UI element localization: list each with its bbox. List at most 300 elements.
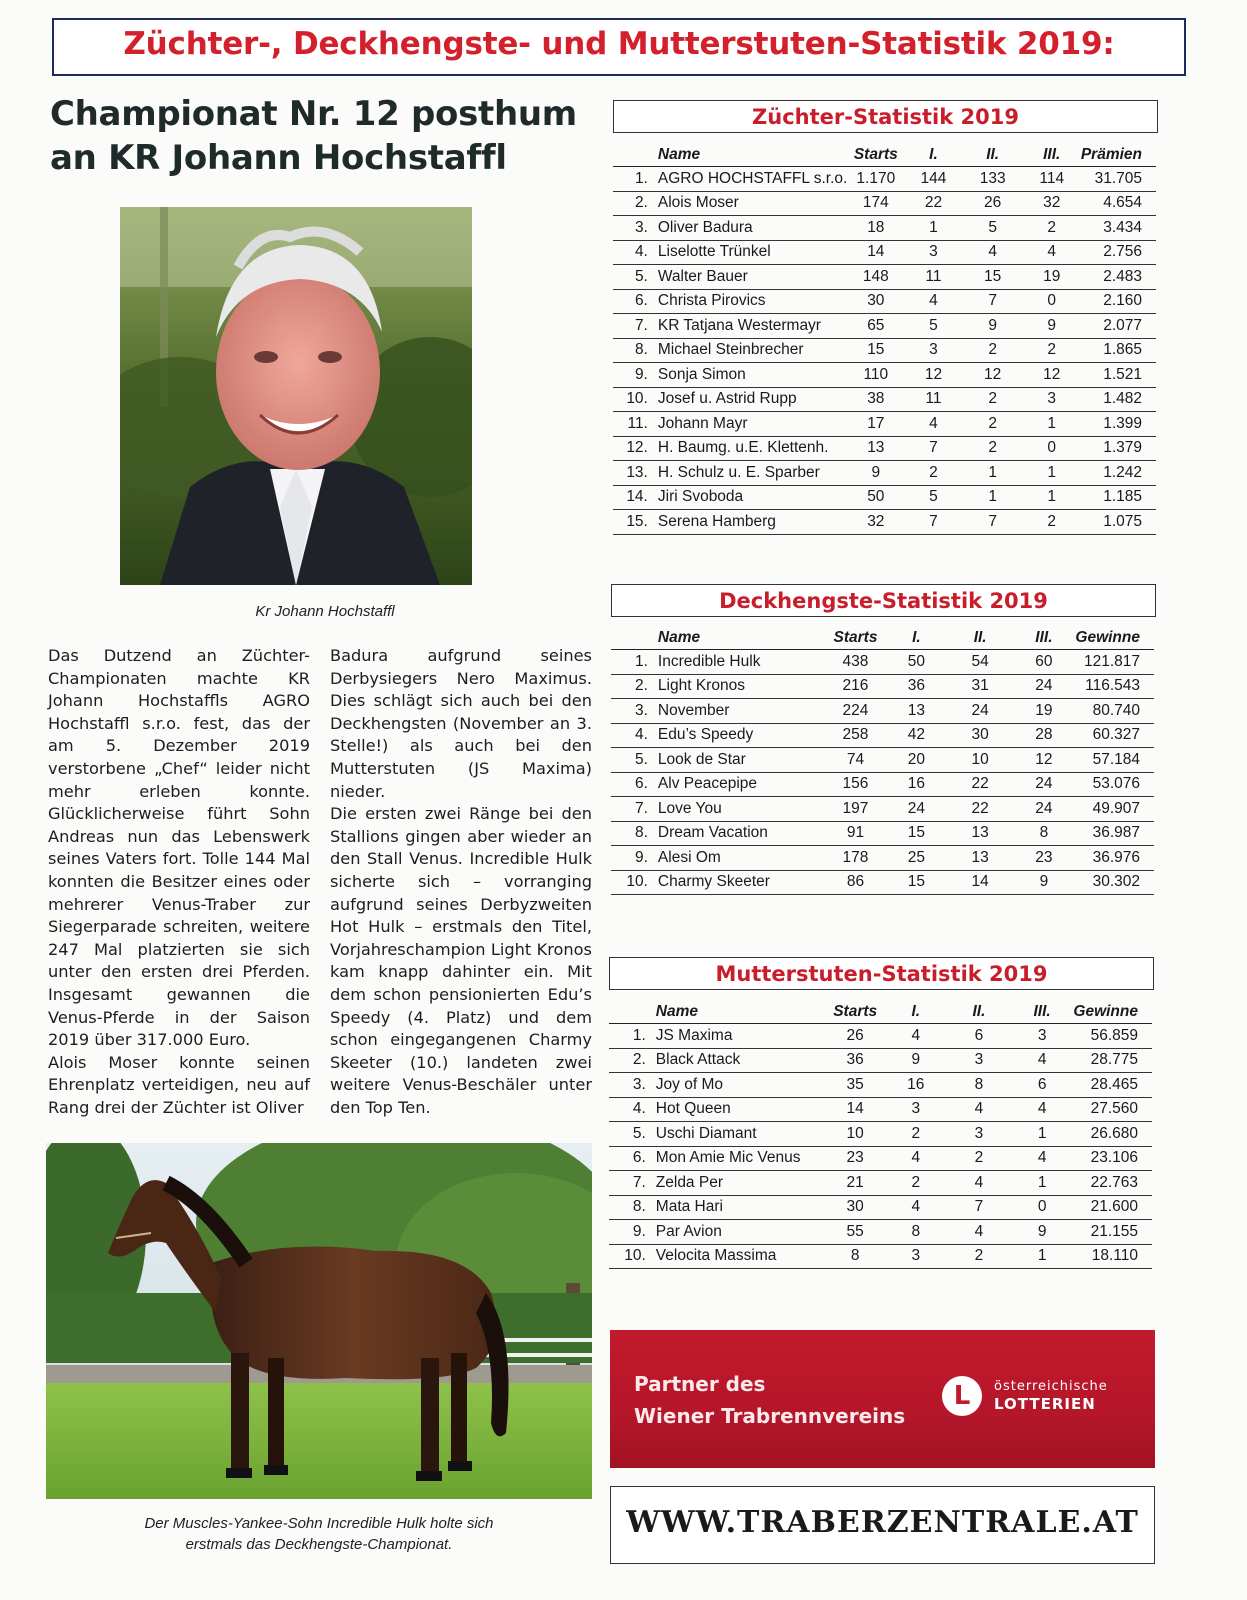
rank-cell: 2. (611, 674, 654, 699)
third-cell: 0 (1023, 289, 1081, 314)
table-row (611, 674, 1154, 699)
second-cell: 1 (963, 485, 1023, 510)
column-header-name: Name (654, 627, 826, 650)
first-cell: 5 (904, 485, 962, 510)
article-headline (50, 92, 610, 180)
name-cell: Michael Steinbrecher (654, 338, 847, 363)
portrait-photo (120, 207, 472, 585)
table-row (609, 1244, 1152, 1269)
first-cell: 42 (885, 723, 948, 748)
first-cell: 3 (885, 1244, 947, 1269)
starts-cell: 9 (847, 461, 904, 486)
rank-cell: 14. (613, 485, 654, 510)
article-paragraph: Badura aufgrund seines Derbysiegers Nero Maximus. Dies schlägt sich auch bei den Deckhengsten (November an 3. Stelle!) als auch bei den Mutterstuten (JS Maxima) nieder. (330, 646, 592, 801)
amount-cell: 1.185 (1081, 485, 1156, 510)
banner-title: Züchter-, Deckhengste- und Mutterstuten-Statistik 2019: (123, 26, 1115, 62)
second-cell: 12 (963, 363, 1023, 388)
rank-cell: 7. (611, 797, 654, 822)
name-cell: Charmy Skeeter (654, 870, 826, 895)
table-row (613, 436, 1156, 461)
banner (52, 18, 1186, 76)
second-cell: 13 (948, 821, 1013, 846)
column-header-starts: Starts (826, 1001, 885, 1024)
second-cell: 5 (963, 216, 1023, 241)
column-header-starts: Starts (847, 144, 904, 167)
starts-cell: 36 (826, 1048, 885, 1073)
third-cell: 1 (1011, 1244, 1073, 1269)
table-row (609, 1048, 1152, 1073)
first-cell: 3 (904, 240, 962, 265)
starts-cell: 91 (826, 821, 885, 846)
name-cell: Liselotte Trünkel (654, 240, 847, 265)
amount-cell: 121.817 (1075, 650, 1154, 675)
second-cell: 2 (963, 436, 1023, 461)
third-cell: 19 (1023, 265, 1081, 290)
name-cell: Zelda Per (652, 1171, 826, 1196)
second-cell: 1 (963, 461, 1023, 486)
name-cell: Johann Mayr (654, 412, 847, 437)
table-row (613, 461, 1156, 486)
third-cell: 0 (1011, 1195, 1073, 1220)
table-row (609, 1171, 1152, 1196)
article-column-1 (48, 645, 310, 1119)
ad-text (634, 1368, 905, 1432)
name-cell: Alois Moser (654, 191, 847, 216)
second-cell: 4 (963, 240, 1023, 265)
starts-cell: 156 (826, 772, 885, 797)
second-cell: 8 (947, 1073, 1011, 1098)
name-cell: Alesi Om (654, 846, 826, 871)
first-cell: 11 (904, 387, 962, 412)
rank-cell: 3. (613, 216, 654, 241)
name-cell: H. Baumg. u.E. Klettenh. (654, 436, 847, 461)
lotterien-logo-icon (942, 1376, 982, 1416)
first-cell: 9 (885, 1048, 947, 1073)
name-cell: November (654, 699, 826, 724)
starts-cell: 50 (847, 485, 904, 510)
third-cell: 1 (1011, 1122, 1073, 1147)
zuechter-table-title: Züchter-Statistik 2019 (752, 105, 1019, 129)
horse-caption-line-1: Der Muscles-Yankee-Sohn Incredible Hulk holte sich (144, 1515, 494, 1532)
rank-cell: 9. (611, 846, 654, 871)
deckhengste-table-title: Deckhengste-Statistik 2019 (719, 589, 1048, 613)
amount-cell: 36.987 (1075, 821, 1154, 846)
second-cell: 10 (948, 748, 1013, 773)
column-header-winnings: Gewinne (1073, 1001, 1152, 1024)
starts-cell: 14 (826, 1097, 885, 1122)
first-cell: 8 (885, 1220, 947, 1245)
rank-cell: 3. (611, 699, 654, 724)
third-cell: 24 (1013, 772, 1076, 797)
name-cell: Hot Queen (652, 1097, 826, 1122)
first-cell: 15 (885, 821, 948, 846)
amount-cell: 30.302 (1075, 870, 1154, 895)
second-cell: 13 (948, 846, 1013, 871)
rank-cell: 8. (613, 338, 654, 363)
starts-cell: 15 (847, 338, 904, 363)
second-cell: 2 (947, 1244, 1011, 1269)
third-cell: 4 (1011, 1146, 1073, 1171)
table-row (611, 870, 1154, 895)
table-header-row (613, 144, 1156, 167)
table-row (613, 289, 1156, 314)
horse-photo (46, 1143, 592, 1499)
third-cell: 28 (1013, 723, 1076, 748)
second-cell: 3 (947, 1048, 1011, 1073)
rank-cell: 10. (611, 870, 654, 895)
third-cell: 6 (1011, 1073, 1073, 1098)
second-cell: 3 (947, 1122, 1011, 1147)
amount-cell: 21.155 (1073, 1220, 1152, 1245)
amount-cell: 2.160 (1081, 289, 1156, 314)
name-cell: Look de Star (654, 748, 826, 773)
table-row (613, 387, 1156, 412)
third-cell: 4 (1023, 240, 1081, 265)
first-cell: 1 (904, 216, 962, 241)
column-header-rank (611, 627, 654, 650)
table-row (611, 846, 1154, 871)
name-cell: Jiri Svoboda (654, 485, 847, 510)
third-cell: 23 (1013, 846, 1076, 871)
mutterstuten-table-title: Mutterstuten-Statistik 2019 (715, 962, 1048, 986)
name-cell: Incredible Hulk (654, 650, 826, 675)
column-header-third: III. (1023, 144, 1081, 167)
first-cell: 11 (904, 265, 962, 290)
starts-cell: 14 (847, 240, 904, 265)
table-row (609, 1146, 1152, 1171)
column-header-first: I. (904, 144, 962, 167)
second-cell: 9 (963, 314, 1023, 339)
table-row (611, 723, 1154, 748)
mutterstuten-table (609, 1001, 1152, 1269)
third-cell: 60 (1013, 650, 1076, 675)
name-cell: Mata Hari (652, 1195, 826, 1220)
column-header-winnings: Gewinne (1075, 627, 1154, 650)
amount-cell: 27.560 (1073, 1097, 1152, 1122)
rank-cell: 8. (609, 1195, 652, 1220)
rank-cell: 1. (613, 167, 654, 192)
rank-cell: 5. (611, 748, 654, 773)
third-cell: 24 (1013, 674, 1076, 699)
name-cell: Black Attack (652, 1048, 826, 1073)
third-cell: 3 (1023, 387, 1081, 412)
deckhengste-table-title-box (611, 584, 1156, 617)
rank-cell: 6. (613, 289, 654, 314)
name-cell: Velocita Massima (652, 1244, 826, 1269)
name-cell: Christa Pirovics (654, 289, 847, 314)
starts-cell: 258 (826, 723, 885, 748)
rank-cell: 6. (611, 772, 654, 797)
first-cell: 7 (904, 510, 962, 535)
column-header-name: Name (654, 144, 847, 167)
name-cell: Walter Bauer (654, 265, 847, 290)
first-cell: 4 (885, 1195, 947, 1220)
lotterien-ad (610, 1330, 1155, 1468)
column-header-rank (613, 144, 654, 167)
second-cell: 7 (963, 510, 1023, 535)
second-cell: 2 (963, 387, 1023, 412)
second-cell: 6 (947, 1024, 1011, 1049)
table-row (611, 699, 1154, 724)
article-paragraph: Alois Moser konnte seinen Ehrenplatz verteidigen, neu auf Rang drei der Züchter ist Oliver (48, 1052, 310, 1117)
starts-cell: 174 (847, 191, 904, 216)
column-header-first: I. (885, 627, 948, 650)
third-cell: 8 (1013, 821, 1076, 846)
table-row (613, 265, 1156, 290)
starts-cell: 438 (826, 650, 885, 675)
amount-cell: 56.859 (1073, 1024, 1152, 1049)
first-cell: 12 (904, 363, 962, 388)
first-cell: 3 (904, 338, 962, 363)
third-cell: 4 (1011, 1048, 1073, 1073)
starts-cell: 17 (847, 412, 904, 437)
starts-cell: 38 (847, 387, 904, 412)
amount-cell: 31.705 (1081, 167, 1156, 192)
amount-cell: 28.775 (1073, 1048, 1152, 1073)
starts-cell: 21 (826, 1171, 885, 1196)
zuechter-table-title-box (613, 100, 1158, 133)
first-cell: 15 (885, 870, 948, 895)
ad-line-2: Wiener Trabrennvereins (634, 1404, 906, 1428)
first-cell: 4 (904, 289, 962, 314)
first-cell: 16 (885, 1073, 947, 1098)
lotterien-logo-text (994, 1379, 1108, 1413)
starts-cell: 86 (826, 870, 885, 895)
column-header-third: III. (1011, 1001, 1073, 1024)
table-row (613, 338, 1156, 363)
amount-cell: 57.184 (1075, 748, 1154, 773)
name-cell: Mon Amie Mic Venus (652, 1146, 826, 1171)
rank-cell: 5. (613, 265, 654, 290)
lotterien-logo (942, 1376, 1108, 1416)
first-cell: 5 (904, 314, 962, 339)
table-row (613, 216, 1156, 241)
amount-cell: 4.654 (1081, 191, 1156, 216)
name-cell: Uschi Diamant (652, 1122, 826, 1147)
name-cell: Josef u. Astrid Rupp (654, 387, 847, 412)
name-cell: Love You (654, 797, 826, 822)
ad-line-1: Partner des (634, 1372, 766, 1396)
column-header-name: Name (652, 1001, 826, 1024)
table-row (613, 412, 1156, 437)
second-cell: 4 (947, 1220, 1011, 1245)
third-cell: 12 (1023, 363, 1081, 388)
table-header-row (609, 1001, 1152, 1024)
column-header-second: II. (947, 1001, 1011, 1024)
third-cell: 2 (1023, 510, 1081, 535)
table-row (611, 821, 1154, 846)
name-cell: H. Schulz u. E. Sparber (654, 461, 847, 486)
first-cell: 4 (904, 412, 962, 437)
amount-cell: 1.242 (1081, 461, 1156, 486)
headline-line-2: an KR Johann Hochstaffl (50, 138, 507, 178)
second-cell: 2 (963, 338, 1023, 363)
first-cell: 20 (885, 748, 948, 773)
amount-cell: 1.865 (1081, 338, 1156, 363)
amount-cell: 23.106 (1073, 1146, 1152, 1171)
third-cell: 114 (1023, 167, 1081, 192)
mutterstuten-table-title-box (609, 957, 1154, 990)
starts-cell: 224 (826, 699, 885, 724)
third-cell: 19 (1013, 699, 1076, 724)
first-cell: 25 (885, 846, 948, 871)
rank-cell: 8. (611, 821, 654, 846)
name-cell: Alv Peacepipe (654, 772, 826, 797)
second-cell: 7 (947, 1195, 1011, 1220)
amount-cell: 1.399 (1081, 412, 1156, 437)
rank-cell: 1. (609, 1024, 652, 1049)
column-header-prize: Prämien (1081, 144, 1156, 167)
table-row (609, 1073, 1152, 1098)
third-cell: 2 (1023, 216, 1081, 241)
amount-cell: 1.521 (1081, 363, 1156, 388)
headline-line-1: Championat Nr. 12 posthum (50, 94, 577, 134)
column-header-second: II. (948, 627, 1013, 650)
table-row (609, 1024, 1152, 1049)
table-row (613, 363, 1156, 388)
third-cell: 0 (1023, 436, 1081, 461)
name-cell: Light Kronos (654, 674, 826, 699)
second-cell: 4 (947, 1097, 1011, 1122)
third-cell: 1 (1023, 412, 1081, 437)
table-row (609, 1097, 1152, 1122)
table-row (609, 1195, 1152, 1220)
starts-cell: 30 (847, 289, 904, 314)
starts-cell: 26 (826, 1024, 885, 1049)
first-cell: 2 (904, 461, 962, 486)
table-row (613, 167, 1156, 192)
starts-cell: 23 (826, 1146, 885, 1171)
column-header-rank (609, 1001, 652, 1024)
name-cell: Dream Vacation (654, 821, 826, 846)
amount-cell: 3.434 (1081, 216, 1156, 241)
rank-cell: 9. (613, 363, 654, 388)
third-cell: 1 (1011, 1171, 1073, 1196)
column-header-third: III. (1013, 627, 1076, 650)
second-cell: 22 (948, 772, 1013, 797)
starts-cell: 110 (847, 363, 904, 388)
rank-cell: 2. (613, 191, 654, 216)
table-row (609, 1220, 1152, 1245)
amount-cell: 22.763 (1073, 1171, 1152, 1196)
rank-cell: 11. (613, 412, 654, 437)
first-cell: 7 (904, 436, 962, 461)
table-row (613, 510, 1156, 535)
second-cell: 7 (963, 289, 1023, 314)
first-cell: 13 (885, 699, 948, 724)
third-cell: 2 (1023, 338, 1081, 363)
rank-cell: 9. (609, 1220, 652, 1245)
rank-cell: 10. (613, 387, 654, 412)
rank-cell: 12. (613, 436, 654, 461)
rank-cell: 7. (613, 314, 654, 339)
column-header-starts: Starts (826, 627, 885, 650)
second-cell: 31 (948, 674, 1013, 699)
second-cell: 14 (948, 870, 1013, 895)
third-cell: 9 (1023, 314, 1081, 339)
first-cell: 50 (885, 650, 948, 675)
website-box (610, 1486, 1155, 1564)
third-cell: 1 (1023, 485, 1081, 510)
first-cell: 144 (904, 167, 962, 192)
name-cell: JS Maxima (652, 1024, 826, 1049)
starts-cell: 13 (847, 436, 904, 461)
third-cell: 32 (1023, 191, 1081, 216)
table-row (613, 314, 1156, 339)
starts-cell: 1.170 (847, 167, 904, 192)
column-header-first: I. (885, 1001, 947, 1024)
first-cell: 16 (885, 772, 948, 797)
first-cell: 36 (885, 674, 948, 699)
second-cell: 133 (963, 167, 1023, 192)
rank-cell: 2. (609, 1048, 652, 1073)
name-cell: Serena Hamberg (654, 510, 847, 535)
zuechter-table (613, 144, 1156, 535)
rank-cell: 15. (613, 510, 654, 535)
amount-cell: 53.076 (1075, 772, 1154, 797)
third-cell: 12 (1013, 748, 1076, 773)
article-column-2 (330, 645, 592, 1119)
first-cell: 4 (885, 1024, 947, 1049)
starts-cell: 74 (826, 748, 885, 773)
third-cell: 9 (1011, 1220, 1073, 1245)
logo-letter: L (953, 1381, 971, 1411)
starts-cell: 65 (847, 314, 904, 339)
amount-cell: 2.756 (1081, 240, 1156, 265)
amount-cell: 1.075 (1081, 510, 1156, 535)
name-cell: Sonja Simon (654, 363, 847, 388)
amount-cell: 80.740 (1075, 699, 1154, 724)
starts-cell: 197 (826, 797, 885, 822)
table-header-row (611, 627, 1154, 650)
rank-cell: 4. (609, 1097, 652, 1122)
third-cell: 4 (1011, 1097, 1073, 1122)
amount-cell: 2.077 (1081, 314, 1156, 339)
starts-cell: 18 (847, 216, 904, 241)
first-cell: 2 (885, 1171, 947, 1196)
horse-caption-line-2: erstmals das Deckhengste-Championat. (185, 1536, 453, 1553)
amount-cell: 1.482 (1081, 387, 1156, 412)
horse-caption (46, 1513, 592, 1555)
second-cell: 2 (947, 1146, 1011, 1171)
table-row (613, 191, 1156, 216)
rank-cell: 7. (609, 1171, 652, 1196)
amount-cell: 49.907 (1075, 797, 1154, 822)
amount-cell: 1.379 (1081, 436, 1156, 461)
amount-cell: 26.680 (1073, 1122, 1152, 1147)
rank-cell: 10. (609, 1244, 652, 1269)
rank-cell: 13. (613, 461, 654, 486)
name-cell: AGRO HOCHSTAFFL s.r.o. (654, 167, 847, 192)
first-cell: 24 (885, 797, 948, 822)
article-paragraph: Die ersten zwei Ränge bei den Stallions gingen aber wieder an den Stall Venus. Incredible Hulk sicherte sich – vorranging aufgrund seines Derbyzweiten Hot Hulk – erstmals den Titel, Vorjahreschampion Light Kronos kam knapp dahinter ein. Mit dem schon pensionierten Edu’s Speedy (4. Platz) und dem schon eingegangenen Charmy Skeeter (10.) landeten zwei weitere Venus-Beschäler unter den Top Ten. (330, 804, 592, 1117)
rank-cell: 4. (611, 723, 654, 748)
rank-cell: 6. (609, 1146, 652, 1171)
third-cell: 24 (1013, 797, 1076, 822)
table-row (611, 748, 1154, 773)
third-cell: 9 (1013, 870, 1076, 895)
website-url[interactable]: WWW.TRABERZENTRALE.AT (626, 1505, 1139, 1540)
table-row (611, 797, 1154, 822)
table-row (613, 485, 1156, 510)
starts-cell: 32 (847, 510, 904, 535)
amount-cell: 36.976 (1075, 846, 1154, 871)
second-cell: 54 (948, 650, 1013, 675)
table-row (611, 772, 1154, 797)
table-row (609, 1122, 1152, 1147)
deckhengste-table (611, 627, 1154, 895)
table-row (613, 240, 1156, 265)
